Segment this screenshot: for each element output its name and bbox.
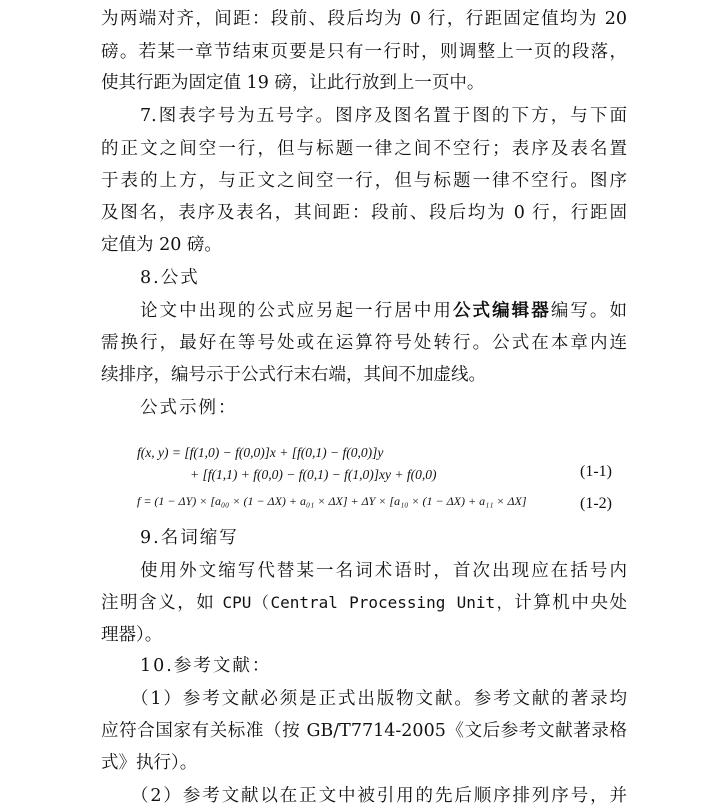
section-heading: 10.参考文献： bbox=[140, 656, 272, 676]
text-line: 及图名，表序及表名，其间距：段前、段后均为 0 行，行距固 bbox=[101, 203, 627, 223]
formula-2: f = (1 − ΔY) × [a₀₀ × (1 − ΔX) + a₀₁ × ΔX] + ΔY × [a₁₀ × (1 − ΔX) + a₁₁ × ΔX] bbox=[137, 494, 527, 508]
text-line: 需换行，最好在等号处或在运算符号处转行。公式在本章内连 bbox=[101, 333, 627, 353]
text-line: 使其行距为固定值 19 磅，让此行放到上一页中。 bbox=[101, 73, 485, 93]
text-line: 应符合国家有关标准（按 GB/T7714-2005《文后参考文献著录格 bbox=[101, 721, 627, 741]
text-line: 7.图表字号为五号字。图序及图名置于图的下方，与下面 bbox=[140, 106, 627, 126]
abbreviation-text: CPU（Central Processing Unit， bbox=[222, 593, 515, 612]
text-line: 论文中出现的公式应另起一行居中用公式编辑器编写。如 bbox=[140, 301, 627, 321]
formula-number: (1-1) bbox=[580, 463, 612, 480]
text-line: 定值为 20 磅。 bbox=[101, 235, 222, 255]
formula-1-line-1: f(x, y) = [f(1,0) − f(0,0)]x + [f(0,1) − f(0,0)]y bbox=[137, 445, 384, 460]
bold-term: 公式编辑器 bbox=[453, 301, 551, 321]
text-line: 注明含义，如 CPU（Central Processing Unit，计算机中央处 bbox=[101, 593, 628, 613]
text-line: 续排序，编号示于公式行末右端，其间不加虚线。 bbox=[101, 365, 486, 385]
text-line: 使用外文缩写代替某一名词术语时，首次出现应在括号内 bbox=[140, 561, 627, 581]
text-line: 于表的上方，与正文之间空一行，但与标题一律不空行。图序 bbox=[101, 171, 627, 191]
text-line: （2）参考文献以在正文中被引用的先后顺序排列序号，并 bbox=[131, 786, 627, 806]
section-heading: 9.名词缩写 bbox=[140, 528, 239, 548]
text-line: （1）参考文献必须是正式出版物文献。参考文献的著录均 bbox=[131, 689, 627, 709]
text-line: 的正文之间空一行，但与标题一律之间不空行；表序及表名置 bbox=[101, 139, 627, 159]
formula-number: (1-2) bbox=[580, 495, 612, 512]
text-line: 理器）。 bbox=[101, 625, 163, 645]
section-heading: 8.公式 bbox=[140, 268, 200, 288]
text-line: 为两端对齐，间距：段前、段后均为 0 行，行距固定值均为 20 bbox=[101, 9, 627, 29]
formula-1-line-2: + [f(1,1) + f(0,0) − f(0,1) − f(1,0)]xy + f(0,0) bbox=[190, 467, 437, 482]
example-label: 公式示例： bbox=[140, 398, 238, 418]
text-line: 式》执行）。 bbox=[101, 753, 198, 773]
text-line: 磅。若某一章节结束页要是只有一行时，则调整上一页的段落， bbox=[101, 42, 627, 62]
